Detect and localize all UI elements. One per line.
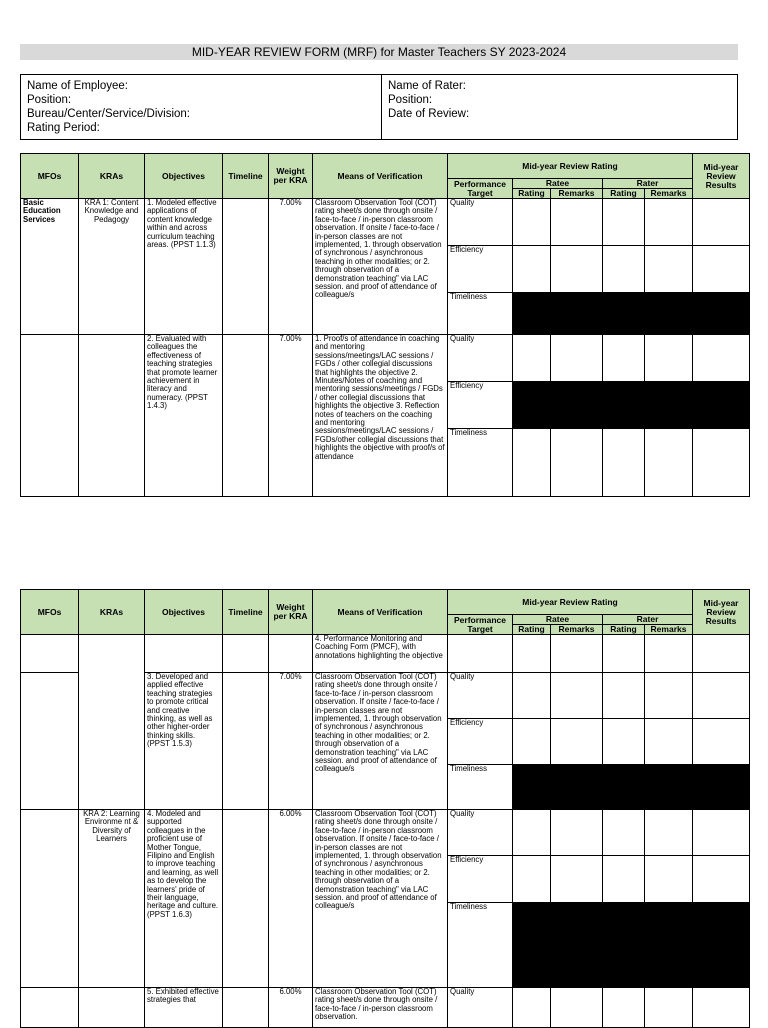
rating-cell[interactable] [603,429,645,497]
header-ratee: Ratee [513,615,603,625]
rating-cell[interactable] [513,988,551,1028]
remarks-cell[interactable] [551,335,603,382]
remarks-cell[interactable] [645,199,693,246]
table-row [21,335,750,382]
header-rater: Rater [603,179,693,189]
result-cell[interactable] [693,673,750,719]
header-perf-target: Performance Target [448,615,513,635]
rating-cell[interactable] [603,199,645,246]
header-weight: Weight per KRA [269,590,313,635]
header-mov: Means of Verification [313,590,448,635]
header-mfos: MFOs [21,154,79,199]
rating-cell[interactable] [513,335,551,382]
target-cell [448,635,513,673]
remarks-cell[interactable] [645,810,693,856]
result-cell[interactable] [693,335,750,382]
rater-info [382,75,737,139]
header-midyear-rating: Mid-year Review Rating [448,154,693,179]
result-cell[interactable] [693,199,750,246]
rating-cell[interactable] [513,429,551,497]
review-table-2 [20,589,750,1028]
table-row [21,199,750,246]
kra-cell: KRA 2: Learning Environme nt & Diversity of Learners [79,810,145,988]
header-rater-rating: Rating [603,189,645,199]
result-cell[interactable] [693,810,750,856]
header-rater: Rater [603,615,693,625]
target-quality: Quality [448,673,513,719]
target-timeliness: Timeliness [448,765,513,810]
target-quality: Quality [448,199,513,246]
header-kras: KRAs [79,590,145,635]
rating-cell[interactable] [513,719,551,765]
header-timeline: Timeline [223,154,269,199]
remarks-cell[interactable] [645,673,693,719]
mov-cell: 1. Proof/s of attendance in coaching and mentoring sessions/meetings/LAC sessions / FGDs / other collegial discussions that highlights the objective 2. Minutes/Notes of coaching and mentoring sessions/meetings / FGDs / other collegial discussions that highlights the objective 3. Reflection notes of teachers on the coaching and mentoring sessions/meetings/LAC sessions / FGDs/other collegial discussions that highlights the objective with proof/s of attendance [313,335,448,497]
result-cell[interactable] [693,635,750,673]
header-rater-remarks: Remarks [645,189,693,199]
header-weight: Weight per KRA [269,154,313,199]
target-efficiency: Efficiency [448,382,513,429]
timeline-cell[interactable] [223,988,269,1028]
remarks-cell[interactable] [645,429,693,497]
table-row [21,635,750,673]
objective-cell: 1. Modeled effective applications of content knowledge within and across curriculum teaching areas. (PPST 1.1.3) [145,199,223,335]
remarks-cell[interactable] [645,856,693,903]
header-mfos: MFOs [21,590,79,635]
mov-cell: 4. Performance Monitoring and Coaching Form (PMCF), with annotations highlighting the objective [313,635,448,673]
remarks-cell[interactable] [551,246,603,293]
rating-cell[interactable] [603,719,645,765]
bureau-label: Bureau/Center/Service/Division: [27,108,190,120]
target-quality: Quality [448,335,513,382]
objective-cell: 2. Evaluated with colleagues the effectiveness of teaching strategies that promote learner achievement in literacy and numeracy. (PPST 1.4.3) [145,335,223,497]
header-midyear-rating: Mid-year Review Rating [448,590,693,615]
weight-cell: 6.00% [269,988,313,1028]
weight-cell: 7.00% [269,673,313,810]
header-rater-rating: Rating [603,625,645,635]
rating-cell[interactable] [513,635,551,673]
kra-cell [79,335,145,497]
rating-cell[interactable] [603,810,645,856]
rating-cell[interactable] [513,199,551,246]
table-row [21,988,750,1028]
rater-name-label: Name of Rater: [388,80,466,92]
header-rater-remarks: Remarks [645,625,693,635]
mfo-cell: Basic Education Services [21,199,79,335]
remarks-cell[interactable] [551,988,603,1028]
header-kras: KRAs [79,154,145,199]
result-cell[interactable] [693,429,750,497]
result-cell[interactable] [693,246,750,293]
timeline-cell[interactable] [223,810,269,988]
rating-cell[interactable] [513,810,551,856]
header-ratee-remarks: Remarks [551,625,603,635]
employee-info-box [20,74,738,140]
mfo-cell [21,335,79,497]
weight-cell [269,635,313,673]
remarks-cell[interactable] [645,719,693,765]
employee-name-label: Name of Employee: [27,80,128,92]
remarks-cell[interactable] [551,673,603,719]
target-timeliness: Timeliness [448,293,513,335]
header-results: Mid-year Review Results [693,590,750,635]
remarks-cell[interactable] [551,199,603,246]
timeline-cell[interactable] [223,199,269,335]
timeline-cell[interactable] [223,673,269,810]
rating-cell[interactable] [603,635,645,673]
remarks-cell[interactable] [645,635,693,673]
header-timeline: Timeline [223,590,269,635]
kra-cell: KRA 1: Content Knowledge and Pedagogy [79,199,145,335]
blocked-cell [513,903,750,988]
header-ratee: Ratee [513,179,603,189]
target-efficiency: Efficiency [448,719,513,765]
blocked-cell [513,382,750,429]
header-ratee-rating: Rating [513,625,551,635]
review-date-label: Date of Review: [388,108,470,120]
employee-info [21,75,382,139]
target-efficiency: Efficiency [448,856,513,903]
weight-cell: 6.00% [269,810,313,988]
mov-cell: Classroom Observation Tool (COT) rating sheet/s done through onsite / face-to-face / in-person classroom observation. If onsite / face-to-face / in-person classes are not implemented, 1. through observation of synchronous / asynchronous teaching in other modalities; or 2. through observation of a demonstration teaching" via LAC session. and proof of attendance of colleague/s [313,810,448,988]
rating-cell[interactable] [513,856,551,903]
kra-cell [79,988,145,1028]
objective-cell: 5. Exhibited effective strategies that [145,988,223,1028]
mov-cell: Classroom Observation Tool (COT) rating sheet/s done through onsite / face-to-face / in-person classroom observation. [313,988,448,1028]
remarks-cell[interactable] [645,988,693,1028]
target-timeliness: Timeliness [448,903,513,988]
remarks-cell[interactable] [645,246,693,293]
blocked-cell [513,293,750,335]
rater-position-label: Position: [388,94,433,106]
remarks-cell[interactable] [551,856,603,903]
target-quality: Quality [448,988,513,1028]
mfo-cell [21,810,79,988]
header-ratee-remarks: Remarks [551,189,603,199]
header-perf-target: Performance Target [448,179,513,199]
mfo-cell [21,673,79,810]
rating-cell[interactable] [603,335,645,382]
objective-cell: 3. Developed and applied effective teaching strategies to promote critical and creative thinking, as well as other higher-order thinking skills. (PPST 1.5.3) [145,673,223,810]
result-cell[interactable] [693,988,750,1028]
employee-position-label: Position: [27,94,72,106]
target-quality: Quality [448,810,513,856]
objective-cell [145,635,223,673]
mov-cell: Classroom Observation Tool (COT) rating sheet/s done through onsite / face-to-face / in-person classroom observation. If onsite / face-to-face / in-person classes are not implemented, 1. through observation of synchronous / asynchronous teaching in other modalities; or 2. through observation of a demonstration teaching" via LAC session. and proof of attendance of colleague/s [313,673,448,810]
header-objectives: Objectives [145,154,223,199]
objective-cell: 4. Modeled and supported colleagues in the proficient use of Mother Tongue, Filipino and English to improve teaching and learning, as well as to develop the learners' pride of their language, heritage and culture. (PPST 1.6.3) [145,810,223,988]
mfo-cell [21,635,79,673]
header-mov: Means of Verification [313,154,448,199]
weight-cell: 7.00% [269,335,313,497]
remarks-cell[interactable] [551,810,603,856]
rating-period-label: Rating Period: [27,122,100,134]
remarks-cell[interactable] [645,335,693,382]
timeline-cell[interactable] [223,635,269,673]
remarks-cell[interactable] [551,635,603,673]
rating-cell[interactable] [513,673,551,719]
form-title: MID-YEAR REVIEW FORM (MRF) for Master Teachers SY 2023-2024 [20,44,738,60]
mov-cell: Classroom Observation Tool (COT) rating sheet/s done through onsite / face-to-face / in-person classroom observation. If onsite / face-to-face / in-person classes are not implemented, 1. through observation of synchronous / asynchronous teaching in other modalities; or 2. through observation of a demonstration teaching" via LAC session. and proof of attendance of colleague/s [313,199,448,335]
remarks-cell[interactable] [551,719,603,765]
table-row [21,810,750,856]
rating-cell[interactable] [603,673,645,719]
weight-cell: 7.00% [269,199,313,335]
result-cell[interactable] [693,719,750,765]
header-results: Mid-year Review Results [693,154,750,199]
target-timeliness: Timeliness [448,429,513,497]
header-ratee-rating: Rating [513,189,551,199]
rating-cell[interactable] [603,988,645,1028]
rating-cell[interactable] [513,246,551,293]
review-table-1 [20,153,750,497]
kra-cell [79,635,145,810]
target-efficiency: Efficiency [448,246,513,293]
blocked-cell [513,765,750,810]
header-objectives: Objectives [145,590,223,635]
remarks-cell[interactable] [551,429,603,497]
timeline-cell[interactable] [223,335,269,497]
rating-cell[interactable] [603,856,645,903]
result-cell[interactable] [693,856,750,903]
rating-cell[interactable] [603,246,645,293]
mfo-cell [21,988,79,1028]
